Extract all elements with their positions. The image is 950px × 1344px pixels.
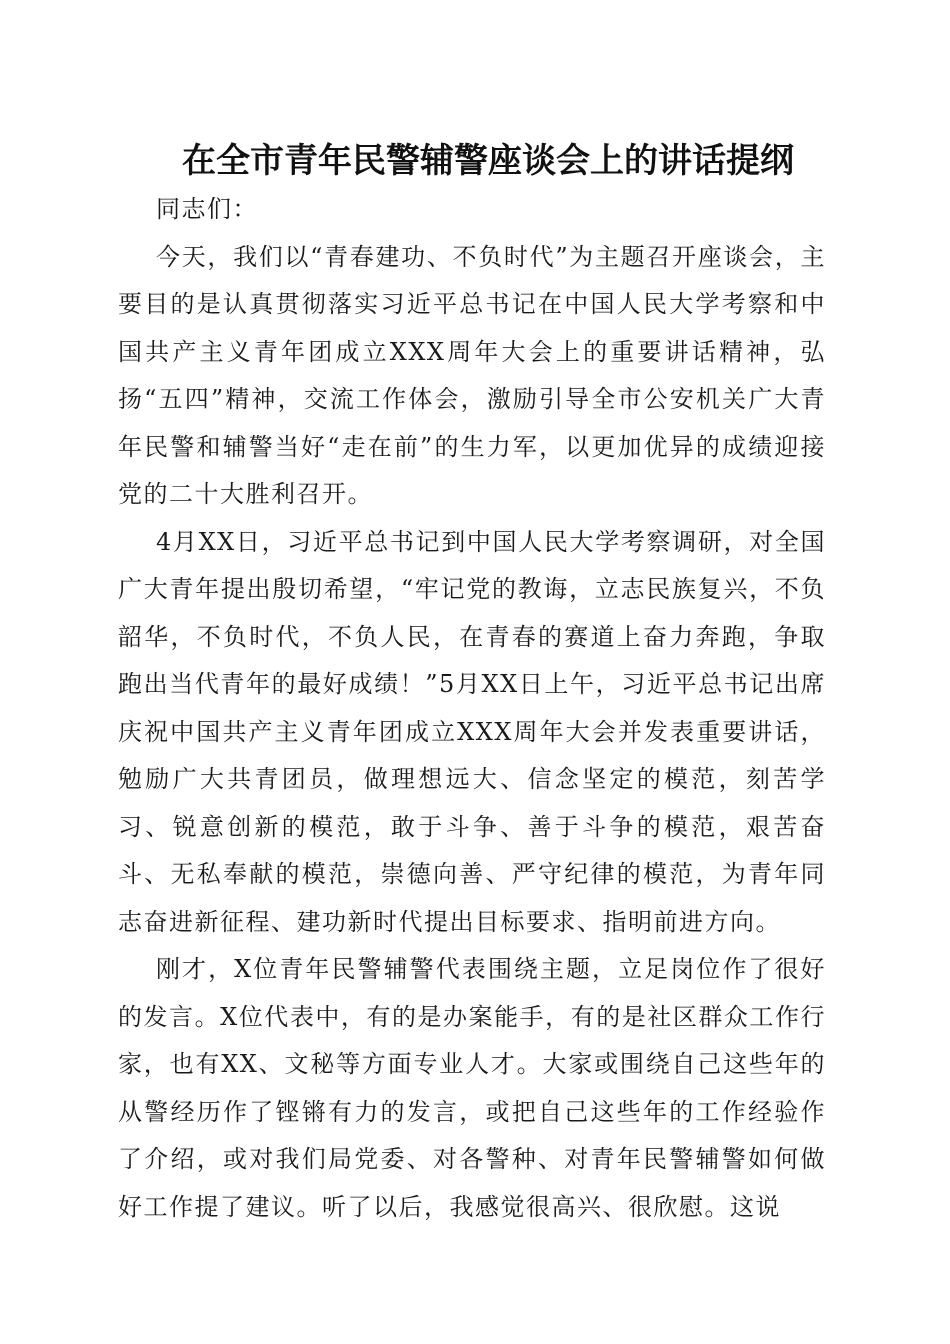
paragraph-1: 今天，我们以“青春建功、不负时代”为主题召开座谈会，主要目的是认真贯彻落实习近平总书记在中国人民大学考察和中国共产主义青年团成立XXX周年大会上的重要讲话精神，弘扬“五四”精神，交流工作体会，激励引导全市公安机关广大青年民警和辅警当好“走在前”的生力军，以更加优异的成绩迎接党的二十大胜利召开。 [118, 242, 826, 508]
document-body [118, 186, 826, 1231]
salutation: 同志们： [156, 195, 258, 223]
document-title: 在全市青年民警辅警座谈会上的讲话提纲 [182, 141, 794, 181]
paragraph-2: 4月XX日，习近平总书记到中国人民大学考察调研，对全国广大青年提出殷切希望，“牢记党的教诲，立志民族复兴，不负韶华，不负时代，不负人民，在青春的赛道上奋力奔跑，争取跑出当代青年的最好成绩！”5月XX日上午，习近平总书记出席庆祝中国共产主义青年团成立XXX周年大会并发表重要讲话，勉励广大共青团员，做理想远大、信念坚定的模范，刻苦学习、锐意创新的模范，敢于斗争、善于斗争的模范，艰苦奋斗、无私奉献的模范，崇德向善、严守纪律的模范，为青年同志奋进新征程、建功新时代提出目标要求、指明前进方向。 [118, 527, 826, 936]
paragraph-3: 刚才，X位青年民警辅警代表围绕主题，立足岗位作了很好的发言。X位代表中，有的是办案能手，有的是社区群众工作行家，也有XX、文秘等方面专业人才。大家或围绕自己这些年的从警经历作了铿锵有力的发言，或把自己这些年的工作经验作了介绍，或对我们局党委、对各警种、对青年民警辅警如何做好工作提了建议。听了以后，我感觉很高兴、很欣慰。这说 [118, 955, 826, 1221]
